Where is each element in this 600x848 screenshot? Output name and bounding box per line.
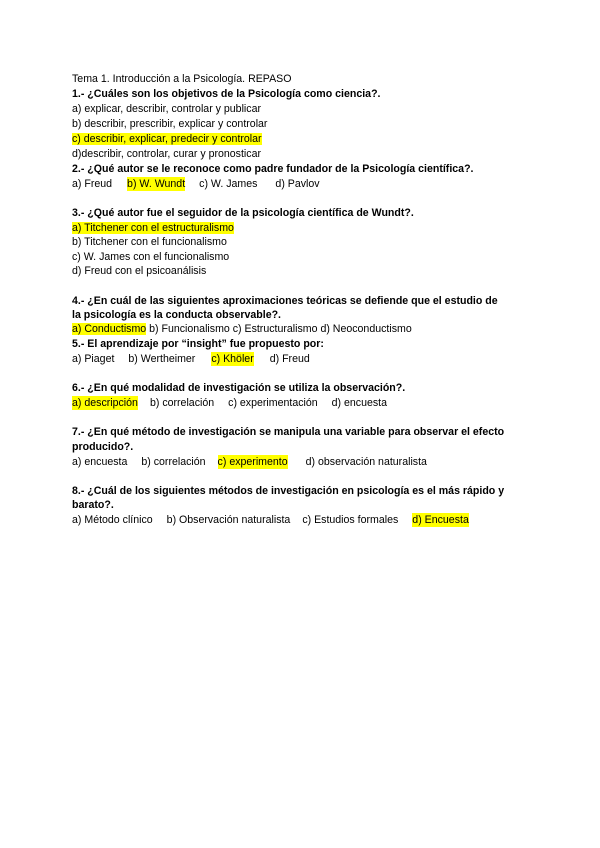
- q1-option-a: a) explicar, describir, controlar y publicar: [72, 103, 262, 115]
- q8-option-d-answer: d) Encuesta: [412, 514, 469, 526]
- q6-options: [72, 396, 387, 410]
- q1-option-b: b) describir, prescribir, explicar y controlar: [72, 118, 268, 130]
- q2-option-b-answer: b) W. Wundt: [127, 178, 186, 190]
- highlighted-answer: a) Titchener con el estructuralismo: [72, 222, 234, 234]
- q4-other-options: b) Funcionalismo c) Estructuralismo d) Neoconductismo: [146, 323, 412, 335]
- q3-option-c: c) W. James con el funcionalismo: [72, 251, 230, 263]
- question-1: 1.- ¿Cuáles son los objetivos de la Psicología como ciencia?.: [72, 88, 381, 100]
- document-title: Tema 1. Introducción a la Psicología. REPASO: [72, 73, 292, 85]
- question-6: 6.- ¿En qué modalidad de investigación se utiliza la observación?.: [72, 382, 406, 394]
- q6-option-c: c) experimentación: [228, 397, 318, 409]
- q8-option-a: a) Método clínico: [72, 514, 153, 526]
- question-3: 3.- ¿Qué autor fue el seguidor de la psicología científica de Wundt?.: [72, 207, 414, 219]
- q2-option-a: a) Freud: [72, 178, 113, 190]
- highlighted-answer: c) describir, explicar, predecir y controlar: [72, 133, 262, 145]
- q8-option-b: b) Observación naturalista: [166, 514, 291, 526]
- question-4-line-1: 4.- ¿En cuál de las siguientes aproximaciones teóricas se defiende que el estudio de: [72, 295, 498, 307]
- q7-option-d: d) observación naturalista: [305, 456, 427, 468]
- q3-option-b: b) Titchener con el funcionalismo: [72, 236, 227, 248]
- question-5: 5.- El aprendizaje por “insight” fue propuesto por:: [72, 338, 324, 350]
- q6-option-b: b) correlación: [149, 397, 215, 409]
- q1-option-c-answer: [72, 132, 262, 146]
- q6-option-d: d) encuesta: [331, 397, 387, 409]
- q3-option-d: d) Freud con el psicoanálisis: [72, 265, 207, 277]
- q2-options: [72, 177, 320, 191]
- question-8-line-1: 8.- ¿Cuál de los siguientes métodos de investigación en psicología es el más rápido y: [72, 485, 505, 497]
- q4-option-a-answer: a) Conductismo: [72, 323, 147, 335]
- q5-option-b: b) Wertheimer: [128, 353, 196, 365]
- q7-option-c-answer: c) experimento: [217, 456, 288, 468]
- q5-option-d: d) Freud: [269, 353, 310, 365]
- q8-option-c: c) Estudios formales: [302, 514, 399, 526]
- q7-options: [72, 455, 427, 469]
- q7-option-b: b) correlación: [141, 456, 206, 468]
- question-2: 2.- ¿Qué autor se le reconoce como padre fundador de la Psicología científica?.: [72, 163, 474, 175]
- q5-option-c-answer: c) Khöler: [211, 353, 254, 365]
- question-7-line-1: 7.- ¿En qué método de investigación se manipula una variable para observar el efecto: [72, 426, 505, 438]
- question-7-line-2: producido?.: [72, 441, 134, 453]
- q7-option-a: a) encuesta: [72, 456, 128, 468]
- q1-option-d: d)describir, controlar, curar y pronosticar: [72, 148, 261, 160]
- q6-option-a-answer: a) descripción: [72, 397, 138, 409]
- q3-option-a-answer: [72, 221, 234, 235]
- q5-option-a: a) Piaget: [72, 353, 115, 365]
- q5-options: [72, 352, 310, 366]
- q2-option-c: c) W. James: [199, 178, 258, 190]
- question-8-line-2: barato?.: [72, 499, 114, 511]
- q4-options: [72, 322, 412, 336]
- question-4-line-2: la psicología es la conducta observable?.: [72, 309, 281, 321]
- q2-option-d: d) Pavlov: [275, 178, 320, 190]
- q8-options: [72, 513, 469, 527]
